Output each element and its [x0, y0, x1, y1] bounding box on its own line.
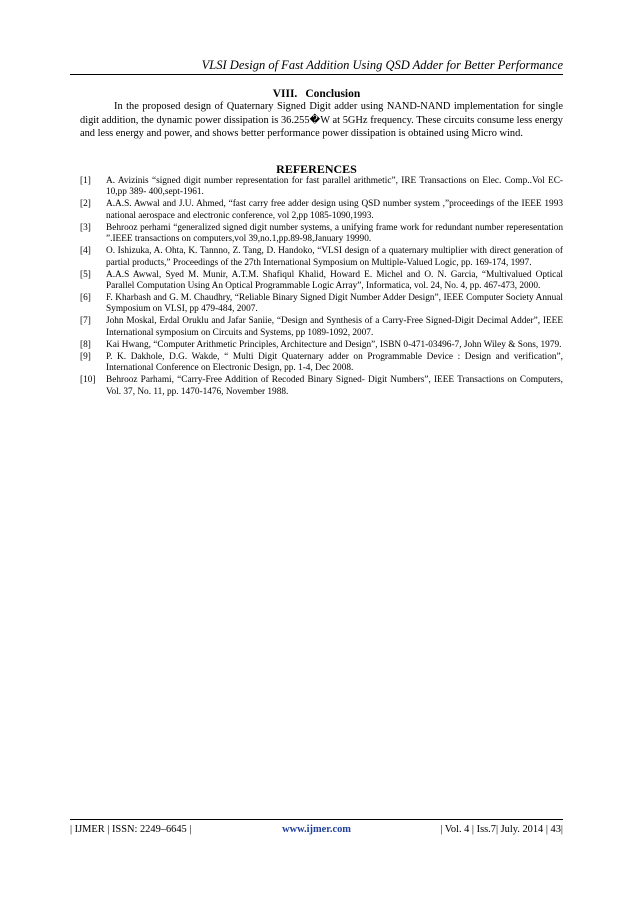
footer-website-link[interactable]: www.ijmer.com	[282, 824, 351, 835]
reference-text: Behrooz Parhami, “Carry-Free Addition of Recoded Binary Signed- Digit Numbers”, IEEE Transactions on Computers, Vol. 37, No. 11, pp. 1470-1476, November 1988.	[106, 375, 563, 397]
reference-item	[80, 223, 563, 246]
reference-number: [9]	[80, 351, 91, 362]
page-footer	[70, 823, 563, 837]
reference-number: [8]	[80, 339, 91, 350]
conclusion-section-title: Conclusion	[305, 88, 361, 100]
conclusion-paragraph	[80, 100, 563, 141]
header-rule	[70, 74, 563, 75]
reference-item	[80, 270, 563, 293]
footer-rule	[70, 819, 563, 820]
reference-text: Kai Hwang, “Computer Arithmetic Principles, Architecture and Design”, ISBN 0-471-03496-7, John Wiley & Sons, 1979.	[106, 339, 562, 350]
reference-text: John Moskal, Erdal Oruklu and Jafar Saniie, “Design and Synthesis of a Carry-Free Signed-Digit Decimal Adder”, IEEE International symposium on Circuits and Systems, pp 1089-1092, 2007.	[106, 316, 563, 338]
footer-journal-issn: | IJMER | ISSN: 2249–6645 |	[70, 824, 192, 835]
references-heading: REFERENCES	[276, 162, 357, 176]
reference-number: [7]	[80, 316, 91, 327]
reference-number: [1]	[80, 176, 91, 186]
running-header: VLSI Design of Fast Addition Using QSD Adder for Better Performance	[201, 58, 563, 72]
reference-text: P. K. Dakhole, D.G. Wakde, “ Multi Digit Quaternary adder on Programmable Device : Design and verification”, International Conference on Electronic Design, pp. 1-4, Dec 2008.	[106, 351, 563, 374]
reference-text: A.A.S Awwal, Syed M. Munir, A.T.M. Shafiqul Khalid, Howard E. Michel and O. N. Garcia, “Multivalued Optical Parallel Computation Using An Optical Programmable Logic Array”, Informatica, vol. 24, No. 4, pp. 467-473, 2000.	[106, 269, 563, 292]
reference-number: [3]	[80, 222, 91, 233]
conclusion-heading	[70, 87, 563, 101]
reference-text: A. Avizinis “signed digit number representation for fast parallel arithmetic”, IRE Transactions on Elec. Comp..Vol EC-10,pp 389- 400,sept-1961.	[106, 176, 563, 198]
reference-number: [6]	[80, 293, 91, 304]
reference-item	[80, 340, 563, 351]
reference-item	[80, 199, 563, 222]
footer-volume-issue-page: | Vol. 4 | Iss.7| July. 2014 | 43|	[440, 824, 563, 835]
conclusion-section-number: VIII.	[272, 88, 298, 100]
reference-item	[80, 316, 563, 339]
reference-text: F. Kharbash and G. M. Chaudhry, “Reliable Binary Signed Digit Number Adder Design”, IEEE Computer Society Annual Symposium on VLSI, pp 479-484, 2007.	[106, 293, 563, 315]
reference-item	[80, 293, 563, 316]
reference-item	[80, 352, 563, 375]
reference-item	[80, 176, 563, 199]
references-list	[80, 176, 563, 399]
reference-text: A.A.S. Awwal and J.U. Ahmed, “fast carry free adder design using QSD number system ,”proceedings of the IEEE 1993 national aerospace and electronic conference, vol 2,pp 1085-1090,1993.	[106, 199, 563, 221]
reference-number: [2]	[80, 199, 91, 210]
reference-number: [5]	[80, 269, 91, 280]
conclusion-paragraph-text: In the proposed design of Quaternary Signed Digit adder using NAND-NAND implementation for single digit addition, the dynamic power dissipation is 36.255�W at 5GHz frequency. These circuits consume less energy and less energy and power, and shows better performance power dissipation is obtained using Micro wind.	[80, 101, 563, 140]
reference-text: Behrooz perhami “generalized signed digit number systems, a unifying frame work for redundant number reperesentation ”.IEEE transactions on computers,vol 39,no.1,pp.89-98,January 19990.	[106, 222, 563, 245]
reference-number: [4]	[80, 246, 91, 257]
reference-text: O. Ishizuka, A. Ohta, K. Tannno, Z. Tang, D. Handoko, “VLSI design of a quaternary multiplier with direct generation of partial products,” Proceedings of the 27th International Symposium on Multiple-Valued Logic, pp. 169-174, 1997.	[106, 246, 563, 268]
reference-number: [10]	[80, 375, 96, 386]
reference-item	[80, 246, 563, 269]
reference-item	[80, 375, 563, 398]
